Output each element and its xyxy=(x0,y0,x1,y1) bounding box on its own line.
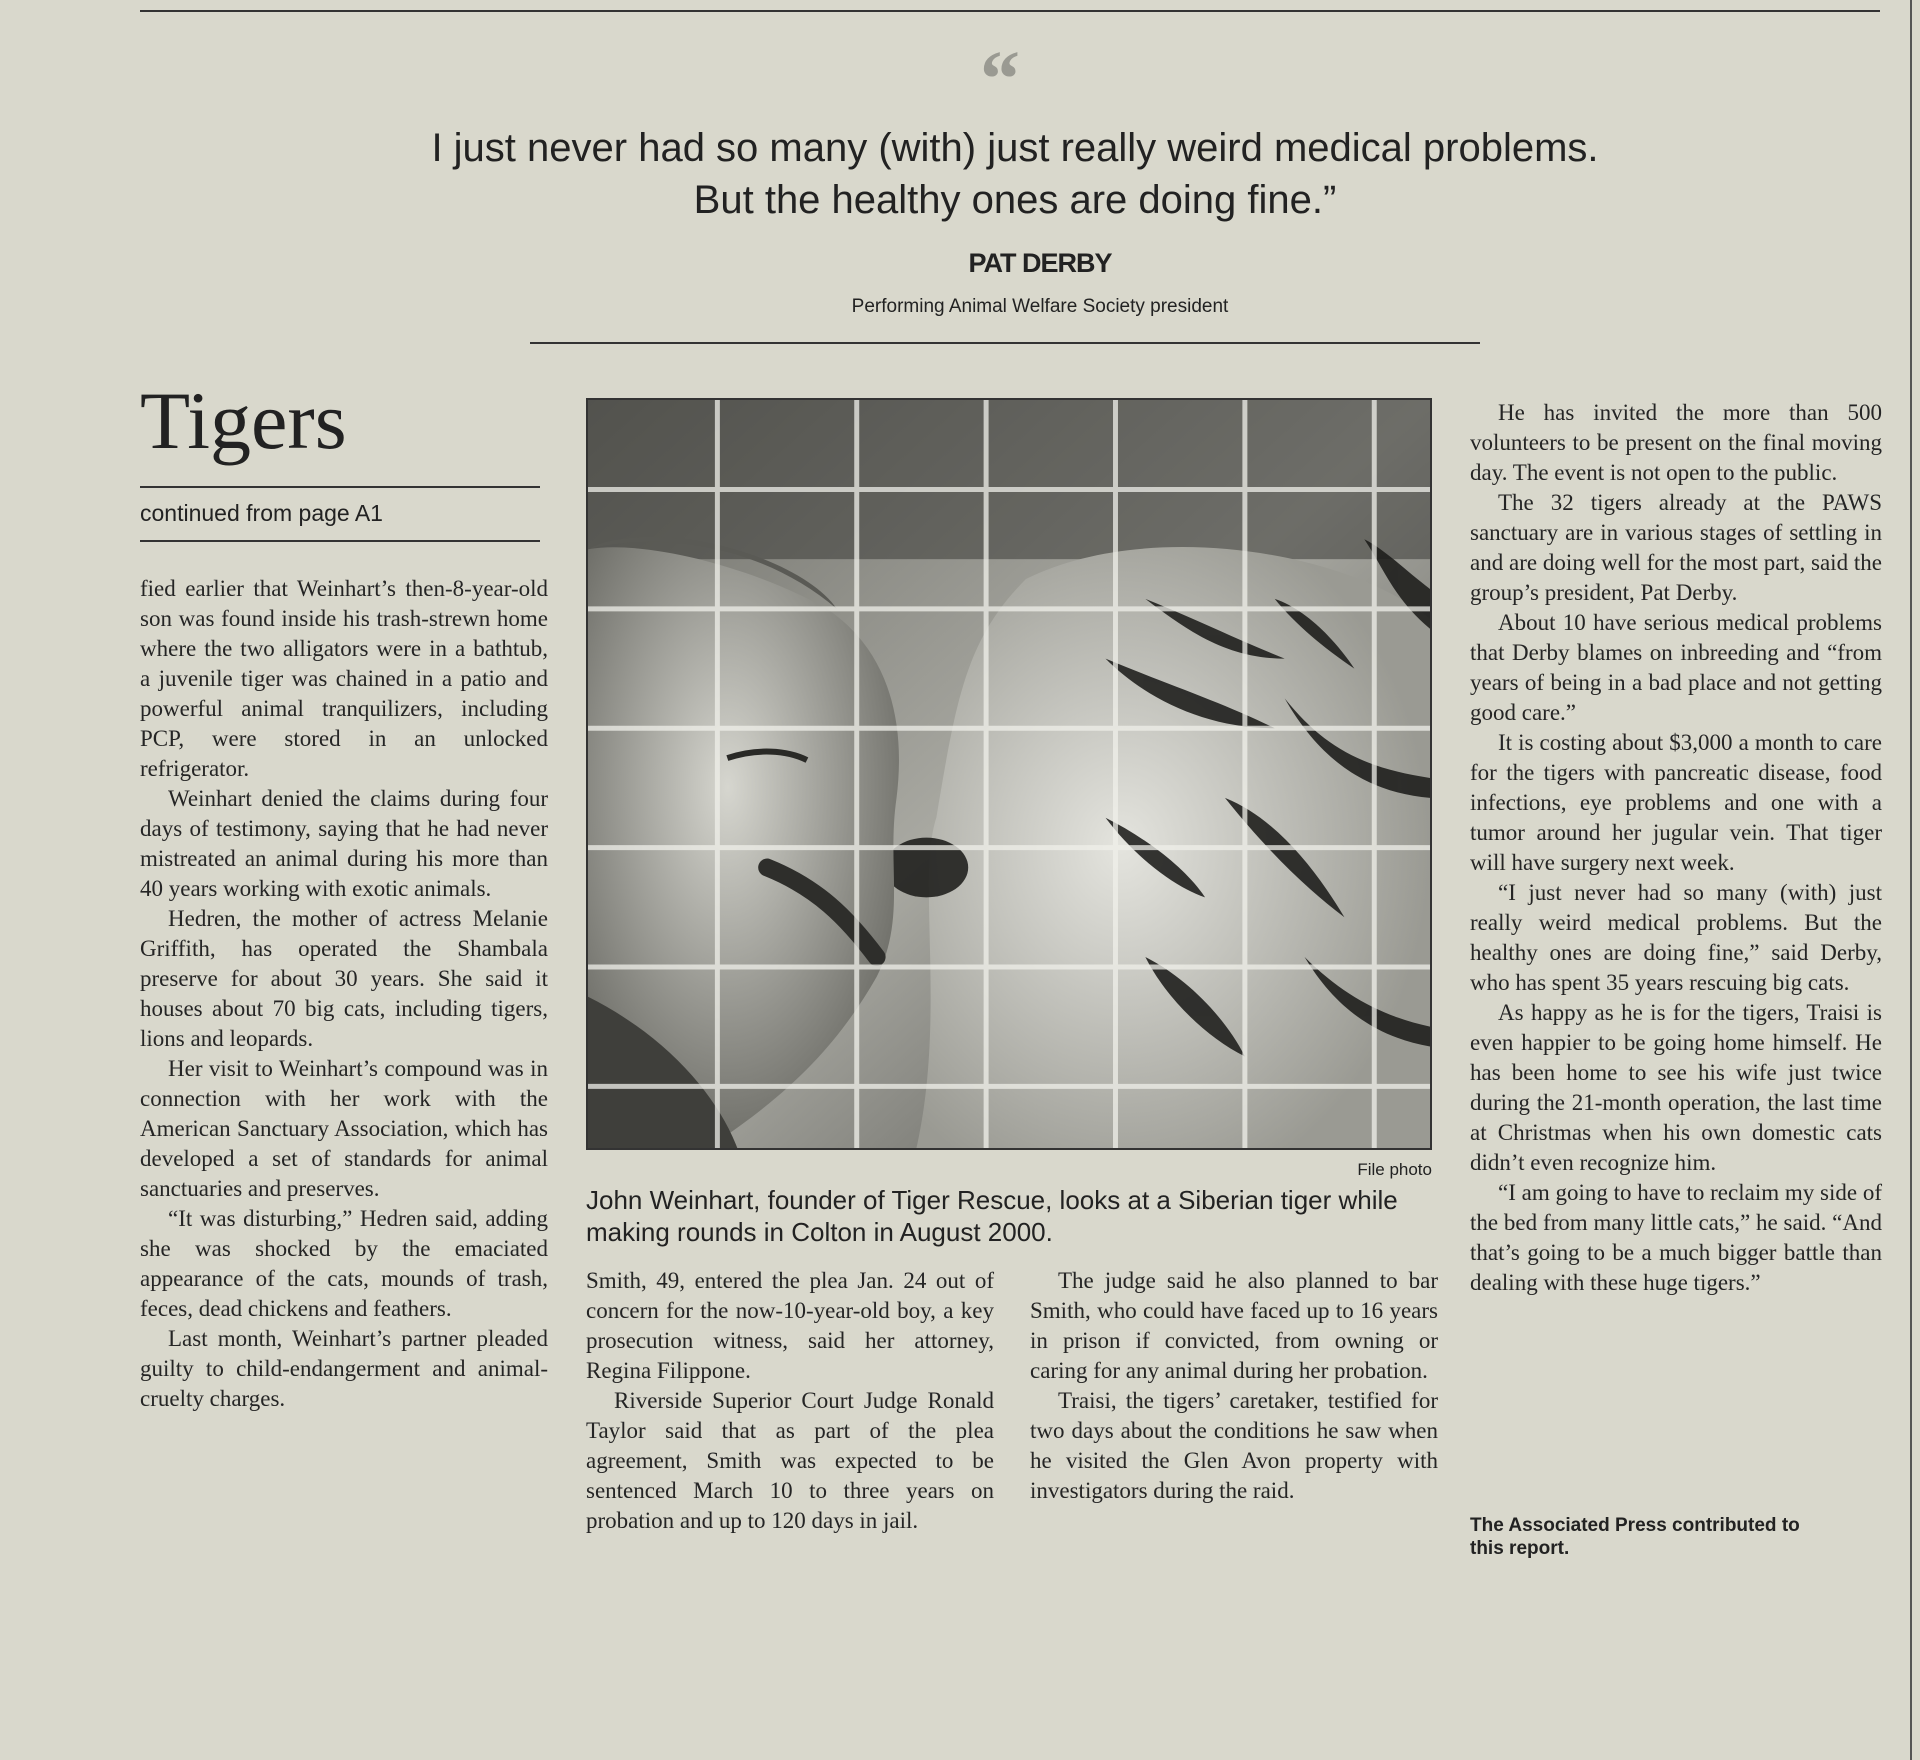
paragraph: Hedren, the mother of actress Melanie Griffith, has operated the Shambala preserve for about 30 years. She said it houses about 70 big cats, including tigers, lions and leopards. xyxy=(140,906,548,1051)
paragraph: Weinhart denied the claims during four days of testimony, saying that he had never mistreated an animal during his more than 40 years working with exotic animals. xyxy=(140,786,548,901)
pull-quote-line-2: But the healthy ones are doing fine.” xyxy=(693,178,1337,222)
photo-credit: File photo xyxy=(1357,1160,1432,1179)
photo-caption: John Weinhart, founder of Tiger Rescue, looks at a Siberian tiger while making rounds in Colton in August 2000. xyxy=(586,1185,1398,1247)
article-column-2 xyxy=(586,1266,994,1536)
article-column-4 xyxy=(1470,398,1882,1298)
top-rule xyxy=(140,10,1880,12)
paragraph: It is costing about $3,000 a month to care for the tigers with pancreatic disease, food infections, eye problems and one with a tumor around her jugular vein. That tiger will have surgery next week. xyxy=(1470,730,1882,875)
paragraph: Smith, 49, entered the plea Jan. 24 out of concern for the now-10-year-old boy, a key prosecution witness, said her attorney, Regina Filippone. xyxy=(586,1268,994,1383)
article-headline: Tigers xyxy=(140,375,347,466)
pull-quote xyxy=(240,122,1790,226)
paragraph: About 10 have serious medical problems that Derby blames on inbreeding and “from years of being in a bad place and not getting good care.” xyxy=(1470,610,1882,725)
pull-quote-rule xyxy=(530,342,1480,344)
paragraph: As happy as he is for the tigers, Traisi is even happier to be going home himself. He has been home to see his wife just twice during the 21-month operation, the last time at Christmas when his own domestic cats didn’t even recognize him. xyxy=(1470,1000,1882,1175)
quote-mark: “ xyxy=(980,36,1020,124)
paragraph: “I just never had so many (with) just really weird medical problems. But the healthy ones are doing fine,” said Derby, who has spent 35 years rescuing big cats. xyxy=(1470,880,1882,995)
paragraph: He has invited the more than 500 volunteers to be present on the final moving day. The event is not open to the public. xyxy=(1470,400,1882,485)
paragraph: The 32 tigers already at the PAWS sanctuary are in various stages of settling in and are doing well for the most part, said the group’s president, Pat Derby. xyxy=(1470,490,1882,605)
pull-quote-attribution-role: Performing Animal Welfare Society president xyxy=(851,296,1229,317)
article-column-1 xyxy=(140,574,548,1414)
news-photo xyxy=(586,398,1432,1150)
pull-quote-attribution-name: PAT DERBY xyxy=(968,248,1112,278)
headline-rule-top xyxy=(140,486,540,488)
article-column-3 xyxy=(1030,1266,1438,1506)
contributor-note: The Associated Press contributed to this report. xyxy=(1470,1515,1800,1559)
paragraph: Riverside Superior Court Judge Ronald Taylor said that as part of the plea agreement, Smith was expected to be sentenced March 10 to three years on probation and up to 120 days in jail. xyxy=(586,1388,994,1533)
man-and-tiger-photo xyxy=(588,400,1430,1148)
paragraph: Last month, Weinhart’s partner pleaded guilty to child-endangerment and animal-cruelty charges. xyxy=(140,1326,548,1411)
pull-quote-line-1: I just never had so many (with) just really weird medical problems. xyxy=(431,126,1599,170)
headline-rule-bottom xyxy=(140,540,540,542)
paragraph: Her visit to Weinhart’s compound was in connection with her work with the American Sanctuary Association, which has developed a set of standards for animal sanctuaries and preserves. xyxy=(140,1056,548,1201)
paragraph: “It was disturbing,” Hedren said, adding she was shocked by the emaciated appearance of the cats, mounds of trash, feces, dead chickens and feathers. xyxy=(140,1206,548,1321)
paragraph: fied earlier that Weinhart’s then-8-year-old son was found inside his trash-strewn home where the two alligators were in a bathtub, a juvenile tiger was chained in a patio and powerful animal tranquilizers, including PCP, were stored in an unlocked refrigerator. xyxy=(140,576,548,781)
page-edge-rule xyxy=(1910,0,1912,1760)
paragraph: Traisi, the tigers’ caretaker, testified for two days about the conditions he saw when he visited the Glen Avon property with investigators during the raid. xyxy=(1030,1388,1438,1503)
paragraph: The judge said he also planned to bar Smith, who could have faced up to 16 years in prison if convicted, from owning or caring for any animal during her probation. xyxy=(1030,1268,1438,1383)
continued-line: continued from page A1 xyxy=(140,500,383,526)
paragraph: “I am going to have to reclaim my side of the bed from many little cats,” he said. “And that’s going to be a much bigger battle than dealing with these huge tigers.” xyxy=(1470,1180,1882,1295)
